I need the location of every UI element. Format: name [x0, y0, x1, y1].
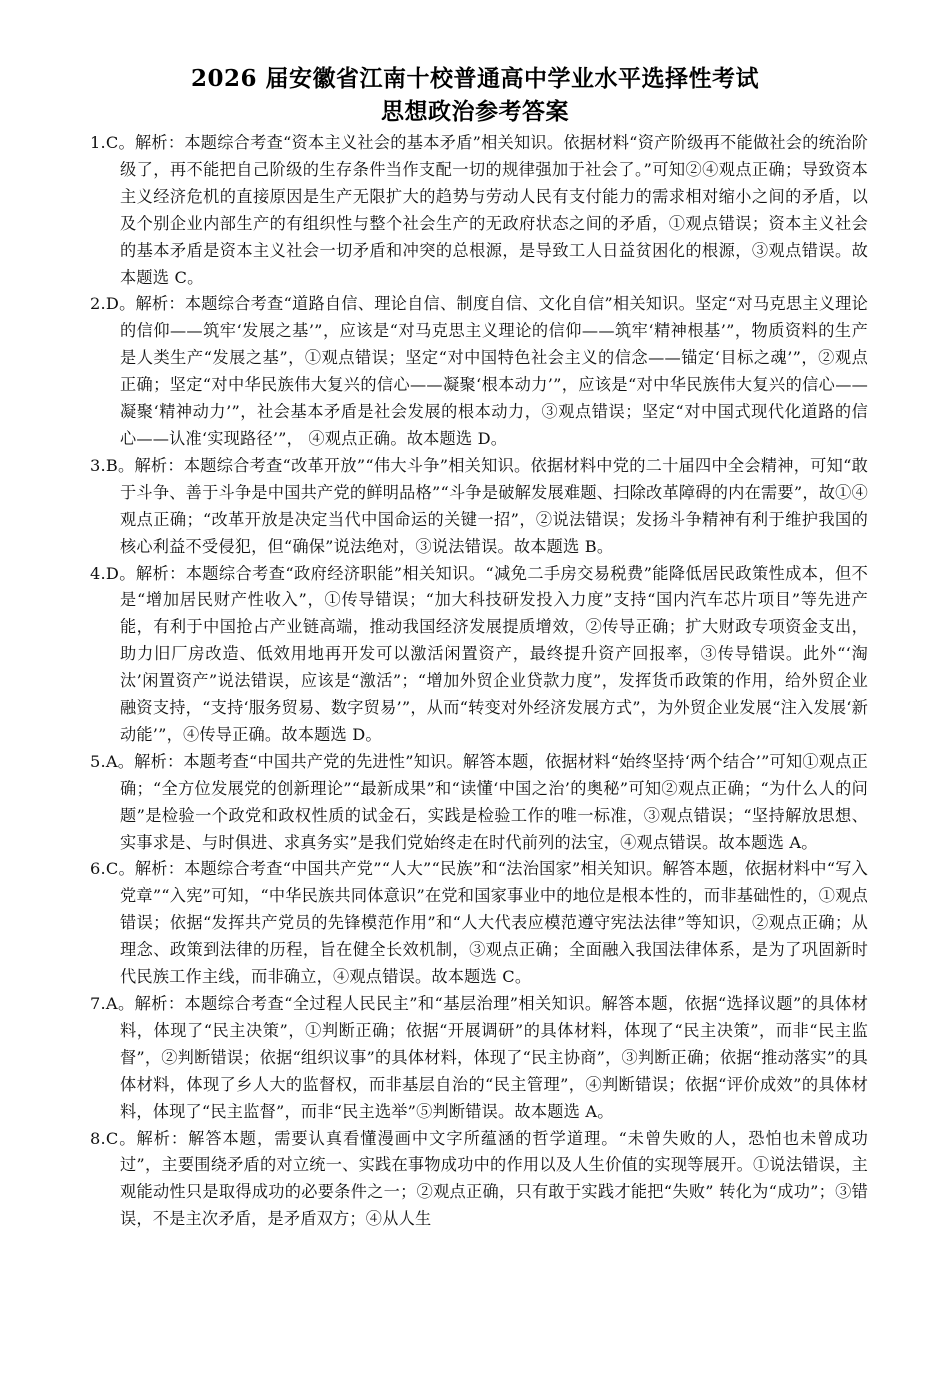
answer-text: C。解析：本题综合考查“中国共产党”“人大”“民族”和“法治国家”相关知识。解答本题，依据材料中“写入党章”“入宪”可知，“中华民族共同体意识”在党和国家事业中的地位是根本性的，而非基础性的，①观点错误；依据“发挥共产党员的先锋模范作用”和“人大代表应模范遵守宪法法律”等知识，②观点正确；从理念、政策到法律的历程，旨在健全长效机制，③观点正确；全面融入我国法律体系，是为了巩固新时代民族工作主线，而非确立，④观点错误。故本题选 C。 — [105, 859, 868, 987]
answer-item-1 — [90, 130, 868, 291]
answer-number: 6. — [90, 859, 106, 879]
answer-text: C。解析：本题综合考查“资本主义社会的基本矛盾”相关知识。依据材料“资产阶级再不能做社会的统治阶级了，再不能把自己阶级的生存条件当作支配一切的规律强加于社会了。”可知②④观点正确；导致资本主义经济危机的直接原因是生产无限扩大的趋势与劳动人民有支付能力的需求相对缩小之间的矛盾，以及个别企业内部生产的有组织性与整个社会生产的无政府状态之间的矛盾，①观点错误；资本主义社会的基本矛盾是资本主义社会一切矛盾和冲突的总根源，是导致工人日益贫困化的根源，③观点错误。故本题选 C。 — [105, 133, 868, 287]
answer-text: A。解析：本题综合考查“全过程人民民主”和“基层治理”相关知识。解答本题，依据“选择议题”的具体材料，体现了“民主决策”，①判断正确；依据“开展调研”的具体材料，体现了“民主决策”，而非“民主监督”，②判断错误；依据“组织议事”的具体材料，体现了“民主协商”，③判断正确；依据“推动落实”的具体材料，体现了乡人大的监督权，而非基层自治的“民主管理”，④判断错误；依据“评价成效”的具体材料，体现了“民主监督”，而非“民主选举”⑤判断错误。故本题选 A。 — [105, 994, 868, 1121]
answer-item-5 — [90, 749, 868, 857]
answer-text: A。解析：本题考查“中国共产党的先进性”知识。解答本题，依据材料“始终坚持‘两个结合’”可知①观点正确；“全方位发展党的创新理论”“最新成果”和“读懂‘中国之治’的奥秘”可知②观点正确；“为什么人的问题”是检验一个政党和政权性质的试金石，实践是检验工作的唯一标准，③观点错误；“坚持解放思想、实事求是、与时俱进、求真务实”是我们党始终走在时代前列的法宝，④观点错误。故本题选 A。 — [105, 751, 868, 852]
answer-item-2 — [90, 291, 868, 452]
document-subtitle: 思想政治参考答案 — [381, 98, 569, 125]
answer-number: 7. — [90, 994, 106, 1013]
answer-text: C。解析：解答本题，需要认真看懂漫画中文字所蕴涵的哲学道理。“未曾失败的人，恐怕也未曾成功过”，主要围绕矛盾的对立统一、实践在事物成功中的作用以及人生价值的实现等展开。①说法错误，主观能动性只是取得成功的必要条件之一；②观点正确，只有敢于实践才能把“失败” 转化为“成功”；③错误，不是主次矛盾，是矛盾双方；④从人生 — [105, 1128, 868, 1229]
answer-number: 2. — [90, 294, 106, 314]
answer-item-4 — [90, 561, 868, 749]
answer-number: 3. — [90, 455, 106, 475]
answer-item-7 — [90, 991, 868, 1126]
answer-number: 1. — [90, 133, 106, 152]
answer-item-8 — [90, 1126, 868, 1234]
answer-text: B。解析：本题综合考查“改革开放”“伟大斗争”相关知识。依据材料中党的二十届四中全会精神，可知“敢于斗争、善于斗争是中国共产党的鲜明品格”“斗争是破解发展难题、扫除改革障碍的内在需要”，故①④观点正确；“改革开放是决定当代中国命运的关键一招”，②说法错误；发扬斗争精神有利于维护我国的核心利益不受侵犯，但“确保”说法绝对，③说法错误。故本题选 B。 — [105, 455, 868, 556]
answer-number: 5. — [90, 751, 106, 771]
document-title-block — [0, 62, 950, 128]
answer-item-3 — [90, 453, 868, 561]
document-title: 2026 届安徽省江南十校普通高中学业水平选择性考试 — [190, 65, 760, 92]
answer-number: 4. — [90, 563, 106, 583]
answer-number: 8. — [90, 1128, 106, 1148]
answer-text: D。解析：本题综合考查“政府经济职能”相关知识。“减免二手房交易税费”能降低居民政策性成本，但不是“增加居民财产性收入”，①传导错误；“加大科技研发投入力度”支持“国内汽车芯片项目”等先进产能，有利于中国抢占产业链高端，推动我国经济发展提质增效，②传导正确；扩大财政专项资金支出，助力旧厂房改造、低效用地再开发可以激活闲置资产，最终提升资产回报率，③传导错误。此外“‘淘汰’闲置资产”说法错误，应该是“激活”；“增加外贸企业贷款力度”，发挥货币政策的作用，给外贸企业融资支持，“支持‘服务贸易、数字贸易’”，从而“转变对外经济发展方式”，为外贸企业发展“注入发展‘新动能’”，④传导正确。故本题选 D。 — [105, 563, 868, 744]
answer-list — [90, 130, 868, 1233]
answer-text: D。解析：本题综合考查“道路自信、理论自信、制度自信、文化自信”相关知识。坚定“对马克思主义理论的信仰——筑牢‘发展之基’”，应该是“对马克思主义理论的信仰——筑牢‘精神根基’”，物质资料的生产是人类生产“发展之基”，①观点错误；坚定“对中国特色社会主义的信念——锚定‘目标之魂’”，②观点正确；坚定“对中华民族伟大复兴的信心——凝聚‘根本动力’”，应该是“对中华民族伟大复兴的信心——凝聚‘精神动力’”，社会基本矛盾是社会发展的根本动力，③观点错误；坚定“对中国式现代化道路的信心——认准‘实现路径’”， ④观点正确。故本题选 D。 — [105, 294, 868, 448]
answer-item-6 — [90, 856, 868, 991]
